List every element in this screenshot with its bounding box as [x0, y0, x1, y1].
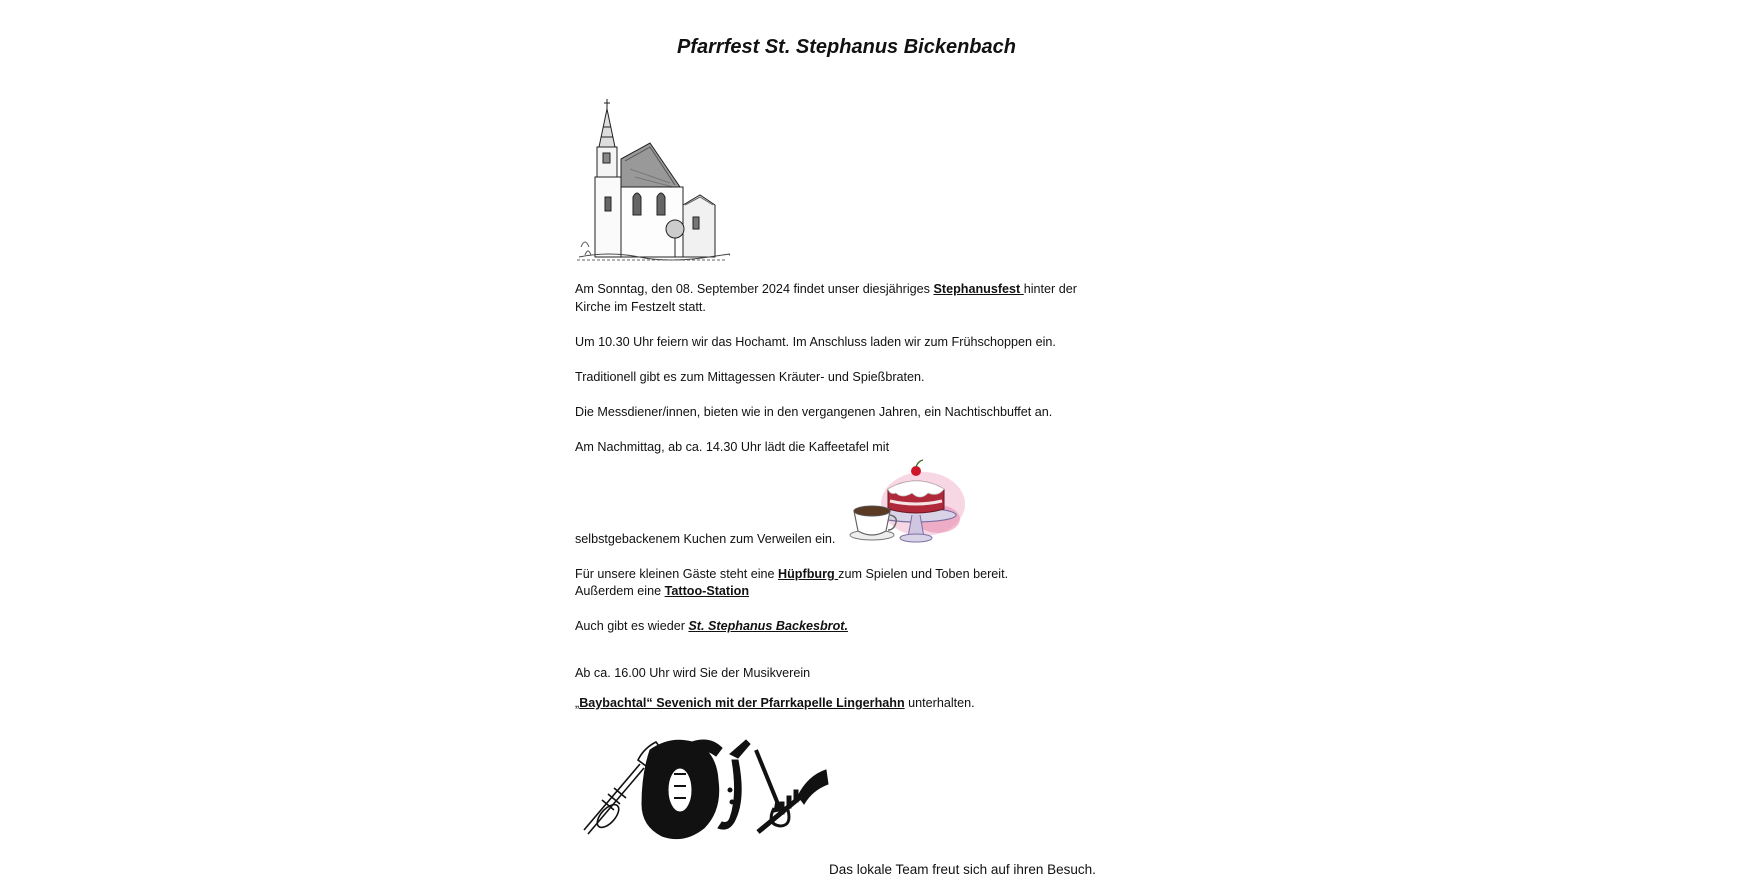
paragraph-tattoo	[575, 583, 1105, 601]
text-segment: „	[575, 696, 580, 710]
text-segment: unterhalten.	[904, 696, 975, 710]
paragraph-kinder	[575, 566, 1105, 584]
text-segment: Außerdem eine	[575, 584, 665, 598]
text-segment: Kirche im Festzelt statt.	[575, 299, 706, 314]
paragraph-messdiener: Die Messdiener/innen, bieten wie in den vergangenen Jahren, ein Nachtischbuffet an.	[575, 405, 1053, 419]
text-segment: Auch gibt es wieder	[575, 619, 689, 633]
paragraph-festival-date	[575, 281, 1105, 316]
text-segment: Am Sonntag, den 08. September 2024 findet unser diesjähriges	[575, 282, 934, 296]
paragraph-baybachtal	[575, 695, 1105, 713]
paragraph-mittagessen: Traditionell gibt es zum Mittagessen Kräuter- und Spießbraten.	[575, 370, 925, 384]
text-segment: Für unsere kleinen Gäste steht eine	[575, 567, 779, 581]
backesbrot-highlight: St. Stephanus Backesbrot.	[688, 619, 848, 633]
text-segment: hinter der	[1023, 282, 1077, 296]
church-illustration	[575, 97, 730, 262]
paragraph-kaffeetafel: Am Nachmittag, ab ca. 14.30 Uhr lädt die Kaffeetafel mit	[575, 440, 890, 454]
brass-instruments-illustration	[580, 730, 830, 842]
paragraph-kuchen: selbstgebackenem Kuchen zum Verweilen ein.	[575, 532, 836, 546]
paragraph-hochamt: Um 10.30 Uhr feiern wir das Hochamt. Im Anschluss laden wir zum Frühschoppen ein.	[575, 335, 1056, 349]
huepfburg-highlight: Hüpfburg	[778, 567, 839, 581]
text-segment: zum Spielen und Toben bereit.	[838, 567, 1009, 581]
stephanusfest-highlight: Stephanusfest	[933, 282, 1024, 296]
tattoo-highlight: Tattoo-Station	[664, 584, 750, 598]
closing-line: Das lokale Team freut sich auf ihren Besuch.	[829, 862, 1096, 877]
baybachtal-highlight: Baybachtal“ Sevenich mit der Pfarrkapelle Lingerhahn	[579, 696, 905, 710]
paragraph-musikverein: Ab ca. 16.00 Uhr wird Sie der Musikverein	[575, 666, 811, 680]
page-title: Pfarrfest St. Stephanus Bickenbach	[677, 36, 1016, 58]
paragraph-backesbrot	[575, 618, 1105, 636]
